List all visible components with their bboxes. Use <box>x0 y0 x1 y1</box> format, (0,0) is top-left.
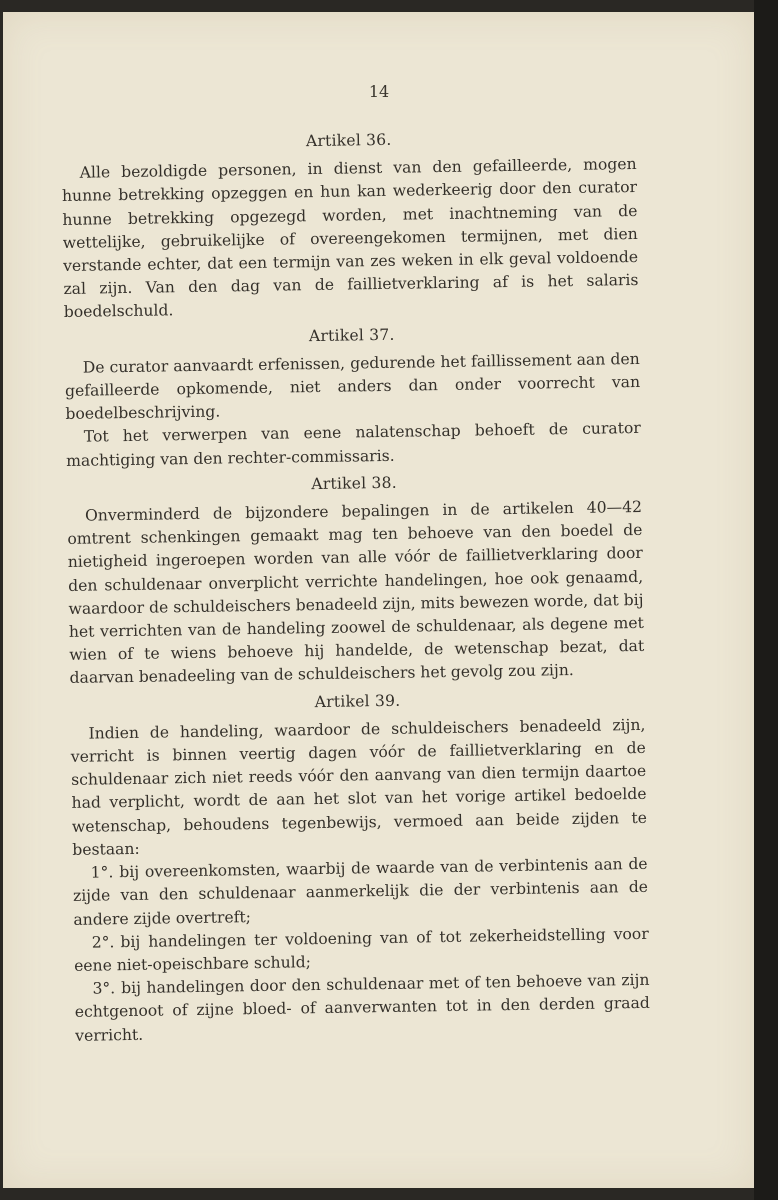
article-39 <box>70 686 650 1048</box>
paragraph: Alle bezoldigde personen, in dienst van den gefailleerde, mogen hunne betrekking opzeggen en hun kan wederkeerig door den curator hunne betrekking opgezegd worden, met inachtneming van de wettelijke, gebruikelijke of overeengekomen termijnen, met dien verstande echter, dat een termijn van zes weken in elk geval voldoende zal zijn. Van den dag van de faillietverklaring af is het salaris boedelschuld. <box>61 155 639 322</box>
list-item-number: 3°. <box>92 979 116 998</box>
list-item-text: bij handelingen ter voldoening van of tot zekerheidstelling voor eene niet-opeischbare schuld; <box>73 924 649 975</box>
paragraph: Onverminderd de bijzondere bepalingen in de artikelen 40—42 omtrent schenkingen gemaakt mag ten behoeve van den boedel de nietigheid ingeroepen worden van alle vóór de faillietverklaring door den schuldenaar onverplicht verrichte handelingen, hoe ook genaamd, waardoor de schuldeischers benadeeld zijn, mits bewezen worde, dat bij het verrichten van de handeling zoowel de schuldenaar, als degene met wien of te wiens behoeve hij handelde, de wetenschap bezat, dat daarvan benadeeling van de schuldeischers het gevolg zou zijn. <box>67 497 645 688</box>
document-page <box>3 12 755 1188</box>
list-item-number: 1°. <box>90 863 114 882</box>
list-item-text: bij overeenkomsten, waarbij de waarde van de verbintenis aan de zijde van den schuldenaar aanmerkelijk die der verbintenis aan de andere zijde overtreft; <box>72 854 649 929</box>
document-body <box>61 121 650 1048</box>
list-item <box>72 853 648 932</box>
article-heading: Artikel 39. <box>314 691 401 711</box>
book-spine-edge <box>754 0 778 1200</box>
list-item-text: bij handelingen door den schuldenaar met of ten behoeve van zijn echtgenoot of zijne bloed- of aanverwanten tot in den derden graad verricht. <box>74 970 650 1045</box>
paragraph: Tot het verwerpen van eene nalatenschap behoeft de curator machtiging van den rechter-commissaris. <box>66 419 641 470</box>
article-36 <box>61 125 639 325</box>
paragraph: De curator aanvaardt erfenissen, gedurende het faillissement aan den gefailleerde opkomende, niet anders dan onder voorrecht van boedelbeschrijving. <box>64 349 641 424</box>
article-heading: Artikel 36. <box>305 130 392 151</box>
article-heading: Artikel 38. <box>311 473 398 493</box>
page-number: 14 <box>368 82 390 101</box>
list-item <box>74 969 650 1048</box>
article-heading: Artikel 37. <box>308 325 395 345</box>
list-item-number: 2°. <box>91 932 115 952</box>
article-37 <box>64 320 641 473</box>
article-38 <box>66 468 644 691</box>
paragraph: Indien de handeling, waardoor de schuldeischers benadeeld zijn, verricht is binnen veertig dagen vóór de faillietverklaring en de schuldenaar zich niet reeds vóór den aanvang van dien termijn daartoe had verplicht, wordt de aan het slot van het vorige artikel bedoelde wetenschap, behoudens tegenbewijs, vermoed aan beide zijden te bestaan: <box>70 715 648 859</box>
